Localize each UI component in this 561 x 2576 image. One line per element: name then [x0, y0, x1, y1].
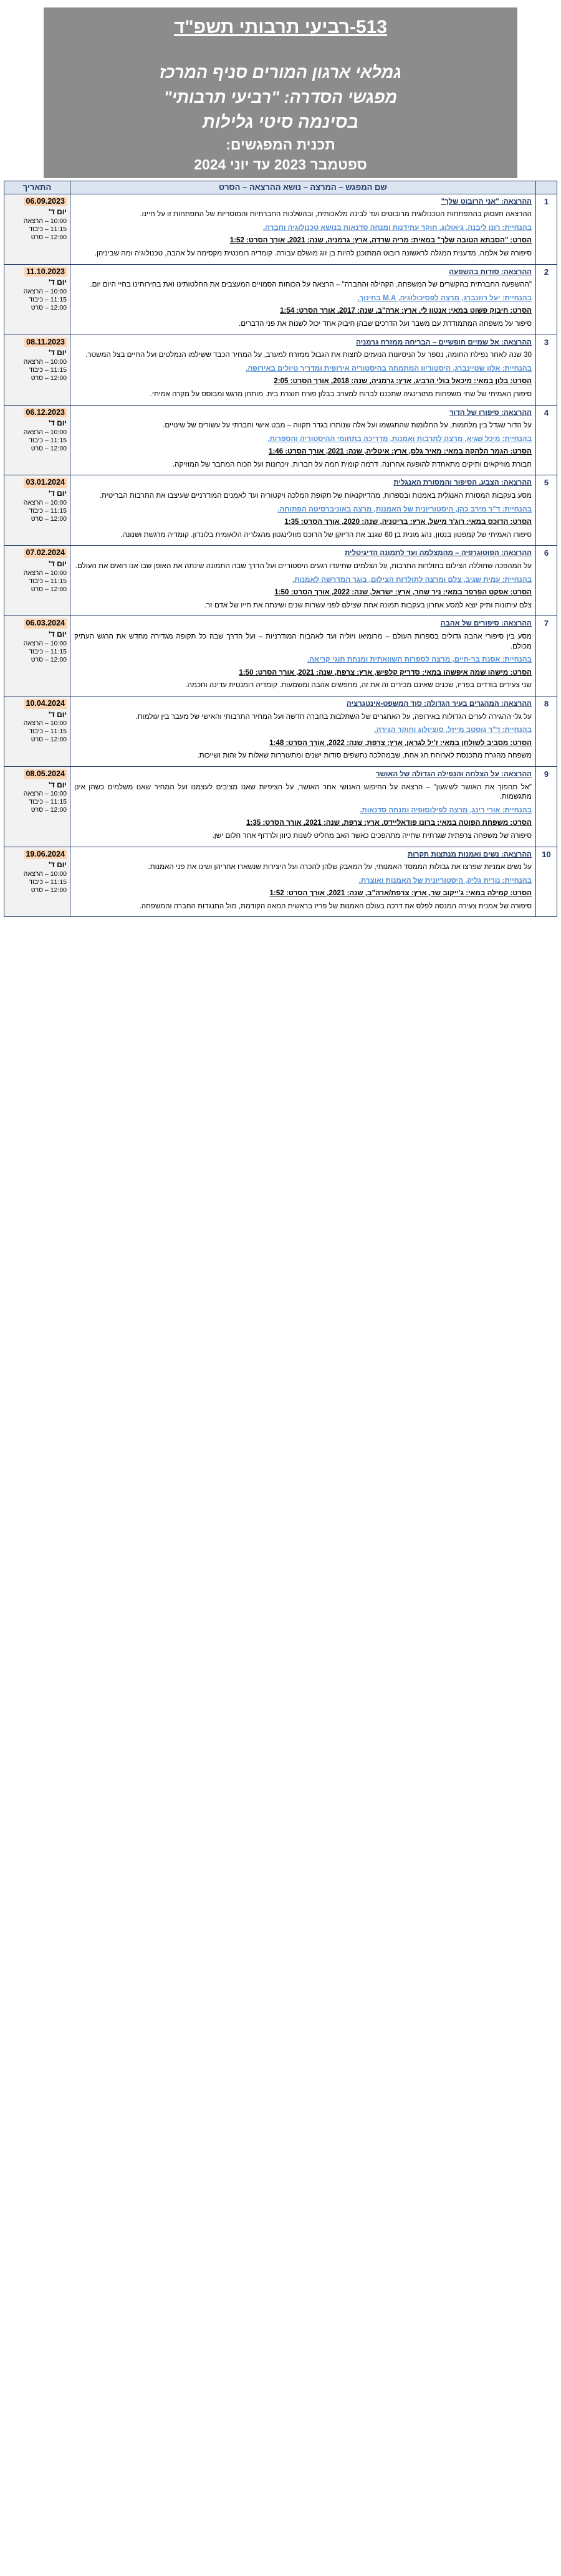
meeting-date: 19.06.2024: [24, 850, 67, 860]
meeting-date: 11.10.2023: [24, 267, 67, 277]
table-row: [4, 696, 557, 766]
table-row: [4, 405, 557, 475]
film-title-line: הסרט: "הסבתא הטובה שלך" במאית: מריה שרדה, ארץ: גרמניה, שנה: 2021, אורך הסרט: 1:52: [229, 236, 532, 245]
meeting-date: 03.01.2024: [24, 478, 67, 488]
meeting-day: יום ד': [48, 780, 67, 789]
time-slot: 12:00 – סרט: [31, 886, 67, 894]
meeting-day: יום ד': [48, 559, 67, 569]
meeting-day: יום ד': [48, 860, 67, 870]
schedule-table: [4, 181, 557, 917]
meeting-content: [70, 264, 536, 335]
time-slot: 10:00 – הרצאה: [23, 217, 67, 225]
time-slot: 12:00 – סרט: [31, 655, 67, 663]
lecture-title: ההרצאה: המהגרים בעיר הגדולה: סוד המשפט-אינטגרציה: [346, 699, 532, 708]
col-header-topic: שם המפגש – המרצה – נושא ההרצאה – הסרט: [70, 181, 536, 194]
lecturer-line: בהנחיית: יעל רוזנברג, מרצה לפסיכולוגיה, M.A בחינוך.: [357, 293, 532, 302]
meeting-date: 06.09.2023: [24, 197, 67, 207]
meeting-date-cell: [4, 546, 70, 616]
meeting-number: 7: [536, 616, 557, 696]
lecturer-line: בהנחיית: רונן ליבנה, גיאולוג, חוקר עתידנות ומנחה סדנאות בנושא טכנולוגיה וחברה.: [262, 223, 532, 232]
time-slot: 10:00 – הרצאה: [23, 639, 67, 647]
lecture-title: ההרצאה: על הצלחה והנפילה הגדולה של האושר: [375, 769, 532, 778]
meeting-number: 6: [536, 546, 557, 616]
lecture-description: על המהפכה שחוללה הצילום בתולדות התרבות, על הצלמים שתיעדו רגעים היסטוריים ועל הדרך שבה התמונה שינתה את האופן שבו אנו רואים את העולם.: [75, 562, 532, 571]
lecturer-line: בהנחיית: אלון שטיינברג, היסטוריון המתמחה בהיסטוריה אירופית ומדריך טיולים באירופה.: [246, 364, 532, 373]
film-title-line: הסרט: משפחת הפוטה במאי: ברונו פודאליידס, ארץ: צרפת, שנה: 2021, אורך הסרט: 1:35: [246, 819, 532, 827]
film-description: סיפורה של משפחה צרפתית שגרתית שחייה מתהפכים כאשר האב מחליט לשנות כיוון ולרדוף אחר חלום ישן.: [212, 831, 532, 840]
film-description: משפחה מהגרת מתכנסת לארוחת חג אחת, שבמהלכה נחשפים סודות ישנים ומתעוררות שאלות על זהות ושייכות.: [197, 751, 532, 760]
meeting-day: יום ד': [48, 710, 67, 719]
meeting-number: 1: [536, 194, 557, 264]
meeting-content: [70, 616, 536, 696]
film-description: שני צעירים בודדים בפריז, שכנים שאינם מכירים זה את זה, מחפשים אהבה ומשמעות. קומדיה רומנטית עדינה וחכמה.: [185, 681, 532, 690]
meeting-date: 08.05.2024: [24, 769, 67, 779]
film-title-line: הסרט: מסביב לשולחן במאי: ז'יל לגראן, ארץ: צרפת, שנה: 2022, אורך הסרט: 1:48: [269, 738, 532, 747]
header-banner: [44, 7, 517, 178]
lecture-description: "אל תהפוך את האושר לשיגעון" – הרצאה על החיפוש האנושי אחר האושר, על הציפיות שאנו מציבים לעצמנו ועל המחיר שאנו משלמים כשהן אינן מתגשמות.: [74, 782, 532, 801]
lecturer-line: בהנחיית: מיכל שגיא, מרצה לתרבות ואמנות, מדריכה בתחומי ההיסטוריה והספרות.: [267, 434, 532, 443]
meeting-date: 06.03.2024: [24, 619, 67, 629]
lecture-title: ההרצאה: סיפורו של הדור: [449, 408, 532, 417]
meeting-content: [70, 696, 536, 766]
film-title-line: הסרט: אפקט הפרפר במאי: ניר שחר, ארץ: ישראל, שנה: 2022, אורך הסרט: 1:50: [274, 588, 532, 597]
film-title-line: הסרט: הגמר הלהקה במאי: מאיר גלס, ארץ: איטליה, שנה: 2021, אורך הסרט: 1:46: [268, 447, 532, 456]
time-slot: 10:00 – הרצאה: [23, 790, 67, 798]
meeting-date-cell: [4, 475, 70, 546]
time-slot: 12:00 – סרט: [31, 806, 67, 814]
meeting-day: יום ד': [48, 489, 67, 498]
program-label: תכנית המפגשים:: [226, 136, 335, 153]
meeting-date-cell: [4, 616, 70, 696]
time-slot: 10:00 – הרצאה: [23, 287, 67, 295]
col-header-date: התאריך: [4, 181, 70, 194]
film-description: סיפורו האמיתי של קמפטון בנטון, נהג מונית בן 60 שגנב את הדיוקן של הדוכס מוולינגטון מהגלריה הלאומית בלונדון. קומדיה מרגשת ושנונה.: [120, 530, 532, 539]
time-slot: 12:00 – סרט: [31, 444, 67, 452]
lecture-title: ההרצאה: הפוטוגרפיה – מהמצלמה ועד לתמונה הדיגיטלית: [344, 549, 532, 558]
meeting-date-cell: [4, 335, 70, 405]
film-title-line: הסרט: מישהו שמה איפשהו במאי: סדריק קלפיש, ארץ: צרפת, שנה: 2021, אורך הסרט: 1:50: [239, 668, 532, 677]
time-slot: 10:00 – הרצאה: [23, 358, 67, 366]
lecture-description: "ההשפעה החברתית בהקשרים של המשפחה, הקהילה והחברה" – הרצאה על הכוחות הסמויים המעצבים את החלטותינו ואת בחירותינו בחיי היום יום.: [90, 280, 532, 289]
film-title-line: הסרט: הדוכס במאי: רוג'ר מישל, ארץ: בריטניה, שנה: 2020, אורך הסרט: 1:35: [284, 518, 532, 526]
time-slot: 11:15 – כיבוד: [29, 225, 67, 233]
film-description: סיפורן האמיתי של שתי משפחות מתורינגיה שתכננו לברוח למערב בבלון פורח תוצרת בית. מותחן מרגש ומבוסס על מקרה אמיתי.: [150, 389, 532, 398]
meeting-content: [70, 766, 536, 847]
table-row: [4, 194, 557, 264]
meeting-number: 4: [536, 405, 557, 475]
table-row: [4, 475, 557, 546]
lecturer-line: בהנחיית: אורי רינג, מרצה לפילוסופיה ומנחה סדנאות.: [360, 806, 532, 814]
time-slot: 12:00 – סרט: [31, 233, 67, 241]
lecturer-line: בהנחיית: עמית שגיב, צלם ומרצה לתולדות הצילום, בוגר המדרשה לאמנות.: [292, 575, 532, 584]
time-slot: 11:15 – כיבוד: [29, 647, 67, 655]
table-header-row: [4, 181, 557, 194]
lecturer-line: בהנחיית: אסנת בר-חיים, מרצה לספרות השוואתית ומנחת חוגי קריאה.: [307, 655, 532, 664]
time-slot: 10:00 – הרצאה: [23, 428, 67, 436]
lecture-description: על נשים אמניות שפרצו את גבולות הממסד האמנותי, על המאבק שלהן להכרה ועל היצירות שנשארו אחריהן ושינו את פני האמנות.: [148, 863, 532, 872]
meeting-date: 07.02.2024: [24, 548, 67, 558]
meeting-content: [70, 546, 536, 616]
meeting-date-cell: [4, 264, 70, 335]
meeting-number: 8: [536, 696, 557, 766]
lecture-description: על גלי ההגירה לערים הגדולות באירופה, על האתגרים של השתלבות בחברה חדשה ועל המחיר התרבותי והאישי של מעבר בין עולמות.: [135, 712, 532, 721]
col-header-num: [536, 181, 557, 194]
date-range: ספטמבר 2023 עד יוני 2024: [194, 156, 367, 173]
lecture-title: ההרצאה: סודות בהשפעה: [449, 267, 532, 276]
lecture-title: ההרצאה: סיפורים של אהבה: [440, 619, 532, 628]
time-slot: 12:00 – סרט: [31, 303, 67, 311]
meeting-content: [70, 194, 536, 264]
meeting-date-cell: [4, 405, 70, 475]
meeting-day: יום ד': [48, 207, 67, 217]
meeting-number: 5: [536, 475, 557, 546]
time-slot: 11:15 – כיבוד: [29, 577, 67, 585]
time-slot: 11:15 – כיבוד: [29, 295, 67, 303]
lecture-title: ההרצאה: "אני הרובוט שלך": [441, 197, 532, 206]
meeting-content: [70, 335, 536, 405]
meeting-day: יום ד': [48, 419, 67, 428]
film-description: סיפורה של אמנית צעירה המנסה לפלס את דרכה בעולם האמנות של פריז בראשית המאה הקודמת, מול התנגדות החברה והמשפחה.: [139, 901, 532, 910]
lecturer-line: בהנחיית: ד"ר מירב כהן, היסטוריונית של האמנות, מרצה באוניברסיטה הפתוחה.: [277, 505, 532, 513]
lecture-description: מסע בין סיפורי אהבה גדולים בספרות העולם – מרומיאו ויוליה ועד לאהבות המודרניות – ועל הדרך שבה כל תקופה מגדירה מחדש את הרגש העתיק מכולם.: [74, 632, 532, 650]
lecture-description: ההרצאה תעסוק בהתפתחות הטכנולוגית מרובוטים ועד לבינה מלאכותית, ובהשלכות החברתיות והמוסריות של התפתחות זו על חיינו.: [140, 210, 532, 219]
film-description: סיפור על משפחה המתמודדת עם משבר ועל הדרכים שבהן חיבוק אחד יכול לשנות את פני הדברים.: [239, 319, 532, 328]
time-slot: 12:00 – סרט: [31, 736, 67, 744]
time-slot: 11:15 – כיבוד: [29, 366, 67, 374]
meeting-content: [70, 475, 536, 546]
table-row: [4, 616, 557, 696]
time-slot: 11:15 – כיבוד: [29, 878, 67, 886]
time-slot: 10:00 – הרצאה: [23, 498, 67, 506]
table-row: [4, 847, 557, 917]
meeting-date-cell: [4, 766, 70, 847]
meeting-number: 9: [536, 766, 557, 847]
time-slot: 11:15 – כיבוד: [29, 728, 67, 736]
time-slot: 11:15 – כיבוד: [29, 436, 67, 444]
lecture-description: מסע בעקבות המסורת האנגלית באמנות ובספרות, מהדיוקנאות של תקופת המלכה ויקטוריה ועד לאמנים המודרניים שעיצבו את התרבות הבריטית.: [99, 492, 532, 500]
meeting-day: יום ד': [48, 278, 67, 287]
time-slot: 12:00 – סרט: [31, 515, 67, 523]
meeting-date-cell: [4, 194, 70, 264]
time-slot: 10:00 – הרצאה: [23, 569, 67, 577]
meeting-content: [70, 847, 536, 917]
time-slot: 10:00 – הרצאה: [23, 720, 67, 728]
film-description: צלם עיתונות ותיק יוצא למסע אחרון בעקבות תמונה אחת שצילם לפני עשרות שנים ושינתה את חייו של אדם זר.: [204, 601, 532, 609]
lecture-title: ההרצאה: הצבע, הסיפור והמסורת האנגלית: [393, 478, 532, 487]
time-slot: 11:15 – כיבוד: [29, 506, 67, 515]
meeting-date: 06.12.2023: [24, 408, 67, 418]
meeting-day: יום ד': [48, 630, 67, 639]
lecture-description: על הדור שגדל בין מלחמות, על החלומות שהתגשמו ועל אלה שנותרו בגדר תקווה – מבט אישי וחברתי על עשורים של שינויים.: [163, 421, 532, 430]
film-title-line: הסרט: בלון במאי: מיכאל בולי הרביג, ארץ: גרמניה, שנה: 2018, אורך הסרט: 2:05: [274, 377, 532, 386]
lecture-title: ההרצאה: אל שמיים חופשיים – הבריחה ממזרח גרמניה: [356, 338, 532, 346]
time-slot: 10:00 – הרצאה: [23, 870, 67, 878]
meeting-date-cell: [4, 847, 70, 917]
table-row: [4, 766, 557, 847]
meeting-date-cell: [4, 696, 70, 766]
meeting-content: [70, 405, 536, 475]
time-slot: 12:00 – סרט: [31, 374, 67, 382]
film-title-line: הסרט: קמילה במאי: ג'ייקוב שר, ארץ: צרפת/ארה"ב, שנה: 2021, אורך הסרט: 1:52: [269, 889, 532, 898]
document-title: 513-רביעי תרבותי תשפ"ד: [173, 17, 388, 37]
lecture-description: 30 שנה לאחר נפילת החומה, נספר על הניסיונות הנועזים לחצות את הגבול ממזרח למערב, על המחיר הכבד ששילמו הנמלטים ועל החיים בצל המשטר.: [85, 351, 532, 359]
meeting-date: 08.11.2023: [24, 338, 67, 348]
organization-line: גמלאי ארגון המורים סניף המרכז: [159, 63, 402, 82]
meeting-number: 2: [536, 264, 557, 335]
lecturer-line: בהנחיית: נורית גליק, היסטוריונית של האמנות ואוצרת.: [358, 876, 532, 885]
table-row: [4, 546, 557, 616]
time-slot: 12:00 – סרט: [31, 585, 67, 593]
lecturer-line: בהנחיית: ד"ר גוסטב מייזל, סוציולוג וחוקר הגירה.: [374, 726, 532, 734]
meeting-date: 10.04.2024: [24, 699, 67, 709]
film-title-line: הסרט: חיבוק פשוט במאי: אנטון לי, ארץ: ארה"ב, שנה: 2017, אורך הסרט: 1:54: [280, 307, 532, 315]
lecture-title: ההרצאה: נשים ואמנות מנתצות תקרות: [407, 850, 532, 858]
time-slot: 11:15 – כיבוד: [29, 798, 67, 806]
venue-line: בסינמה סיטי גלילות: [202, 112, 359, 131]
meeting-number: 3: [536, 335, 557, 405]
film-description: סיפורה של אלמה, מדענית המגלה לראשונה רובוט המתוכנן להיות בן זוג מושלם עבורה. קומדיה רומנטית מקסימה על אהבה, טכנולוגיה ומה שביניהן.: [94, 249, 532, 257]
table-row: [4, 335, 557, 405]
meeting-day: יום ד': [48, 348, 67, 358]
film-description: חבורת מוזיקאים ותיקים מתאחדת להופעה אחרונה. דרמה קומית חמה על חברות, זיכרונות ועל הכוח המחבר של המוזיקה.: [172, 460, 532, 468]
series-name-line: מפגשי הסדרה: "רביעי תרבותי": [163, 88, 398, 107]
meeting-number: 10: [536, 847, 557, 917]
table-row: [4, 264, 557, 335]
